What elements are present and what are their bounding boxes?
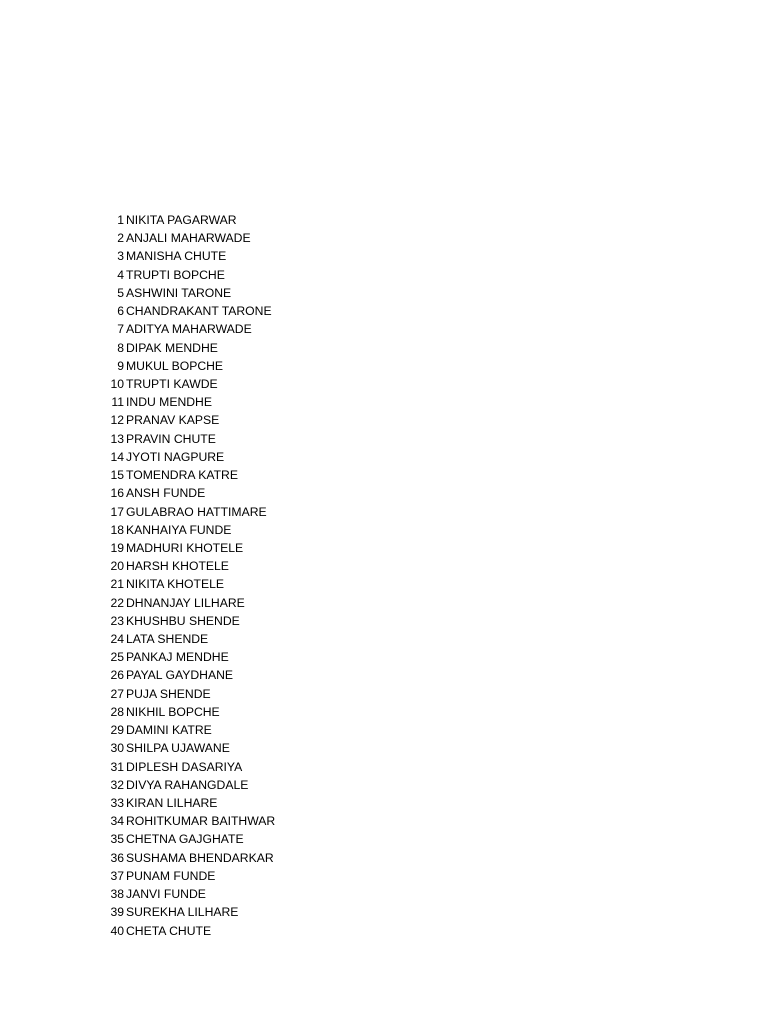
row-name: ROHITKUMAR BAITHWAR <box>126 814 276 829</box>
row-number: 27 <box>110 686 124 701</box>
row-number: 9 <box>117 358 124 373</box>
row-number: 15 <box>110 468 124 483</box>
row-name: ANJALI MAHARWADE <box>126 231 251 246</box>
row-number: 2 <box>117 231 124 246</box>
row-name: CHETA CHUTE <box>126 923 212 938</box>
list-item <box>100 375 275 393</box>
row-number: 11 <box>111 395 124 410</box>
row-name: KANHAIYA FUNDE <box>126 522 232 537</box>
list-item <box>100 903 275 921</box>
row-number: 33 <box>110 796 124 810</box>
row-name: MUKUL BOPCHE <box>126 358 224 373</box>
list-item <box>100 339 275 357</box>
list-item <box>100 557 275 575</box>
list-item <box>100 521 275 539</box>
row-name: NIKITA KHOTELE <box>126 577 224 592</box>
row-number: 16 <box>110 486 124 501</box>
row-name: MANISHA CHUTE <box>126 249 227 264</box>
row-name: HARSH KHOTELE <box>126 559 229 574</box>
row-number: 35 <box>110 832 124 847</box>
row-name: PUNAM FUNDE <box>126 868 216 883</box>
row-number: 36 <box>110 850 124 865</box>
row-number: 17 <box>110 504 124 519</box>
row-name: TRUPTI KAWDE <box>126 376 218 391</box>
row-number: 22 <box>110 595 124 610</box>
list-item <box>100 685 275 703</box>
row-number: 25 <box>110 650 124 665</box>
row-name: DIPAK MENDHE <box>126 340 218 355</box>
list-item <box>100 484 275 502</box>
row-name: DIVYA RAHANGDALE <box>126 777 249 792</box>
row-number: 19 <box>110 540 124 555</box>
list-item <box>100 849 275 867</box>
list-item <box>100 266 275 284</box>
list-item <box>100 630 275 648</box>
row-name: PUJA SHENDE <box>126 686 211 701</box>
row-name: NIKITA PAGARWAR <box>126 213 237 227</box>
row-name: DAMINI KATRE <box>126 723 212 738</box>
row-name: KHUSHBU SHENDE <box>126 613 240 628</box>
row-number: 28 <box>110 704 124 719</box>
row-number: 7 <box>117 322 124 337</box>
list-item <box>100 612 275 630</box>
row-name: GULABRAO HATTIMARE <box>126 504 267 519</box>
list-item <box>100 721 275 739</box>
list-item <box>100 648 275 666</box>
list-item <box>100 211 275 229</box>
list-item <box>100 448 275 466</box>
row-name: MADHURI KHOTELE <box>126 540 244 555</box>
row-number: 26 <box>110 668 124 683</box>
row-name: JYOTI NAGPURE <box>126 449 225 464</box>
row-number: 32 <box>110 777 124 792</box>
list-item <box>100 503 275 521</box>
row-name: SUSHAMA BHENDARKAR <box>126 850 274 865</box>
row-number: 24 <box>110 632 124 647</box>
row-number: 5 <box>117 285 124 300</box>
list-item <box>100 739 275 757</box>
row-name: NIKHIL BOPCHE <box>126 704 220 719</box>
row-number: 29 <box>110 723 124 738</box>
row-number: 12 <box>110 413 124 428</box>
row-number: 13 <box>110 431 124 446</box>
row-number: 4 <box>117 267 124 282</box>
list-item <box>100 812 275 830</box>
row-number: 37 <box>110 868 124 883</box>
list-item <box>100 830 275 848</box>
list-item <box>100 575 275 593</box>
row-name: ASHWINI TARONE <box>126 285 232 300</box>
row-name: PRAVIN CHUTE <box>126 431 216 446</box>
row-number: 1 <box>117 213 124 227</box>
row-number: 10 <box>110 376 124 391</box>
list-item <box>100 357 275 375</box>
row-number: 21 <box>110 577 124 592</box>
list-item <box>100 594 275 612</box>
row-name: CHANDRAKANT TARONE <box>126 304 272 319</box>
row-name: JANVI FUNDE <box>126 887 206 902</box>
row-number: 18 <box>110 522 124 537</box>
row-number: 31 <box>110 759 124 774</box>
row-number: 34 <box>110 814 124 829</box>
list-item <box>100 229 275 247</box>
row-number: 8 <box>117 340 124 355</box>
row-number: 40 <box>110 923 124 938</box>
row-name: INDU MENDHE <box>126 395 212 410</box>
row-number: 30 <box>110 741 124 756</box>
row-name: ANSH FUNDE <box>126 486 206 501</box>
row-name: TRUPTI BOPCHE <box>126 267 225 282</box>
list-item <box>100 411 275 429</box>
row-name: DHNANJAY LILHARE <box>126 595 245 610</box>
list-item <box>100 703 275 721</box>
list-item <box>100 666 275 684</box>
list-item <box>100 247 275 265</box>
row-name: SUREKHA LILHARE <box>126 905 239 920</box>
row-name: PANKAJ MENDHE <box>126 650 229 665</box>
list-item <box>100 393 275 411</box>
row-name: DIPLESH DASARIYA <box>126 759 243 774</box>
row-number: 38 <box>110 887 124 902</box>
row-number: 23 <box>110 613 124 628</box>
row-name: PAYAL GAYDHANE <box>126 668 234 683</box>
list-item <box>100 867 275 885</box>
row-name: SHILPA UJAWANE <box>126 741 230 756</box>
row-number: 3 <box>117 249 124 264</box>
list-item <box>100 776 275 794</box>
list-item <box>100 284 275 302</box>
list-item <box>100 922 275 940</box>
row-name: CHETNA GAJGHATE <box>126 832 244 847</box>
name-list <box>100 211 275 940</box>
list-item <box>100 758 275 776</box>
row-number: 14 <box>110 449 124 464</box>
row-name: TOMENDRA KATRE <box>126 468 238 483</box>
list-item <box>100 539 275 557</box>
row-number: 39 <box>110 905 124 920</box>
list-item <box>100 302 275 320</box>
row-name: PRANAV KAPSE <box>126 413 220 428</box>
list-item <box>100 320 275 338</box>
list-item <box>100 466 275 484</box>
list-item <box>100 885 275 903</box>
list-item <box>100 430 275 448</box>
list-item <box>100 794 275 812</box>
row-number: 6 <box>117 304 124 319</box>
row-name: LATA SHENDE <box>126 632 209 647</box>
row-number: 20 <box>110 559 124 574</box>
row-name: KIRAN LILHARE <box>126 796 218 810</box>
row-name: ADITYA MAHARWADE <box>126 322 252 337</box>
